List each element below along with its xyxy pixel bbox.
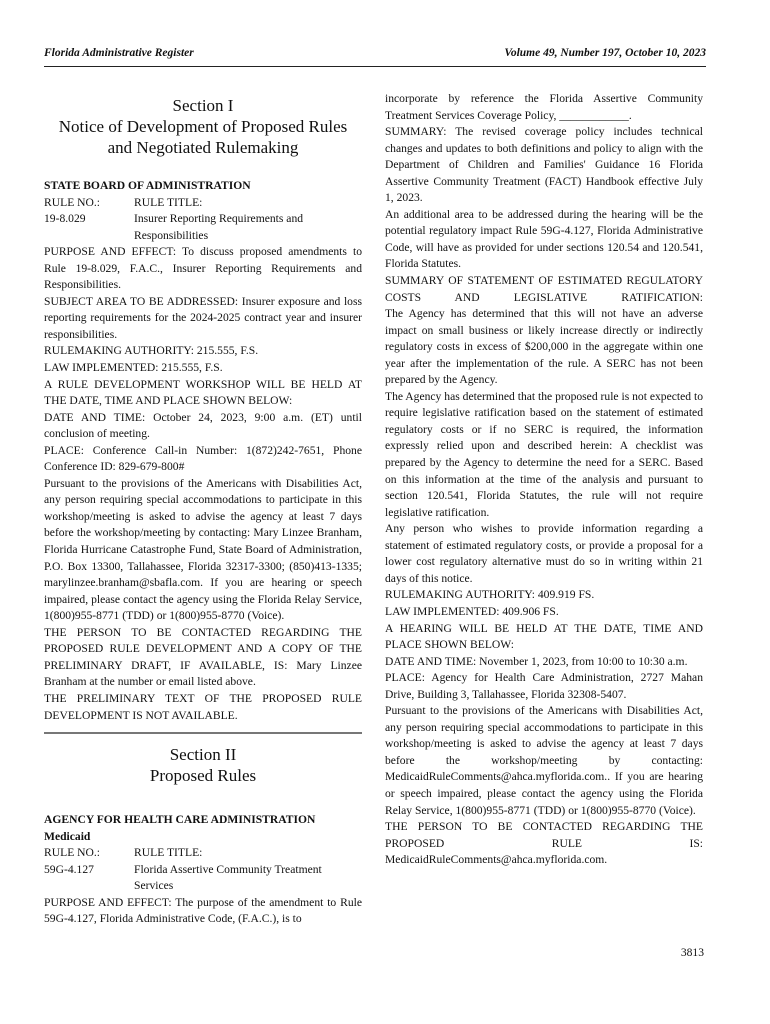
rule-info <box>44 845 362 895</box>
agency-name: STATE BOARD OF ADMINISTRATION <box>44 179 251 192</box>
section-1-title-line: Notice of Development of Proposed Rules <box>58 117 348 136</box>
rule-no-label: RULE NO.: <box>44 846 101 860</box>
incorporate-by-reference: incorporate by reference the Florida Assertive Community Treatment Services Coverage Policy, ____________. <box>385 92 703 122</box>
left-column <box>44 91 362 928</box>
contact-person: THE PERSON TO BE CONTACTED REGARDING THE PROPOSED RULE IS: MedicaidRuleComments@ahca.myflorida.com. <box>385 820 703 867</box>
subject-area: SUBJECT AREA TO BE ADDRESSED: Insurer exposure and loss reporting requirements for the 2024-2025 contract year and insurer responsibilities. <box>44 294 362 341</box>
serc-heading: SUMMARY OF STATEMENT OF ESTIMATED REGULATORY COSTS AND LEGISLATIVE RATIFICATION: <box>385 274 703 304</box>
page-number: 3813 <box>680 946 704 959</box>
division-name: Medicaid <box>44 829 91 843</box>
preliminary-text-notice: THE PRELIMINARY TEXT OF THE PROPOSED RULE DEVELOPMENT IS NOT AVAILABLE. <box>44 691 362 722</box>
section-2-number: Section II <box>169 745 237 765</box>
rulemaking-authority: RULEMAKING AUTHORITY: 409.919 FS. <box>385 588 595 602</box>
rule-title-label: RULE TITLE: <box>134 195 203 209</box>
rule-title-label: RULE TITLE: <box>134 846 203 860</box>
section-2-title: Proposed Rules <box>149 766 257 786</box>
rule-title: Insurer Reporting Requirements and Responsibilities <box>134 212 304 242</box>
purpose-and-effect: PURPOSE AND EFFECT: The purpose of the amendment to Rule 59G-4.127, Florida Administrative Code, (F.A.C.), is to <box>44 895 362 926</box>
workshop-notice: A RULE DEVELOPMENT WORKSHOP WILL BE HELD AT THE DATE, TIME AND PLACE SHOWN BELOW: <box>44 377 362 408</box>
ada-notice: Pursuant to the provisions of the Americans with Disabilities Act, any person requiring special accommodations to participate in this workshop/meeting is asked to advise the agency at least 7 days before the workshop/meeting by contacting: MedicaidRuleComments@ahca.myflorida.com.. If you are hearing or speech impaired, please contact the agency using the Florida Relay Service, 1(800)955-8771 (TDD) or 1(800)955-8770 (Voice). <box>385 704 703 817</box>
law-implemented: LAW IMPLEMENTED: 215.555, F.S. <box>44 361 223 375</box>
section-1-number: Section I <box>172 96 234 115</box>
purpose-and-effect: PURPOSE AND EFFECT: To discuss proposed amendments to Rule 19-8.029, F.A.C., Insurer Reporting Requirements and Responsibilities. <box>44 245 362 292</box>
section-1-title-line: and Negotiated Rulemaking <box>107 138 299 157</box>
law-implemented: LAW IMPLEMENTED: 409.906 FS. <box>385 604 559 618</box>
agency-name: AGENCY FOR HEALTH CARE ADMINISTRATION <box>44 813 316 827</box>
contact-person: THE PERSON TO BE CONTACTED REGARDING THE PROPOSED RULE DEVELOPMENT AND A COPY OF THE PRELIMINARY DRAFT, IF AVAILABLE, IS: Mary Linzee Branham at the number or email listed above. <box>44 625 362 689</box>
volume-issue-date: Volume 49, Number 197, October 10, 2023 <box>504 47 706 59</box>
rule-number: 19-8.029 <box>44 212 86 226</box>
section-2-heading <box>44 744 362 786</box>
public-input-notice: Any person who wishes to provide information regarding a statement of estimated regulatory costs, or provide a proposal for a lower cost regulatory alternative must do so in writing within 21 days of this notice. <box>385 522 703 585</box>
date-and-time: DATE AND TIME: October 24, 2023, 9:00 a.m. (ET) until conclusion of meeting. <box>44 410 362 441</box>
rule-no-label: RULE NO.: <box>44 195 101 209</box>
rule-info <box>44 195 362 245</box>
publication-name: Florida Administrative Register <box>44 47 194 59</box>
place: PLACE: Agency for Health Care Administration, 2727 Mahan Drive, Building 3, Tallahassee, Florida 32308-5407. <box>385 671 703 701</box>
hearing-notice: A HEARING WILL BE HELD AT THE DATE, TIME AND PLACE SHOWN BELOW: <box>385 621 703 652</box>
rule-title: Florida Assertive Community Treatment Services <box>134 862 322 893</box>
date-and-time: DATE AND TIME: November 1, 2023, from 10:00 to 10:30 a.m. <box>385 654 688 668</box>
rulemaking-authority: RULEMAKING AUTHORITY: 215.555, F.S. <box>44 344 259 358</box>
ada-notice: Pursuant to the provisions of the Americans with Disabilities Act, any person requiring special accommodations to participate in this workshop/meeting is asked to advise the agency at least 7 days before the workshop/meeting by contacting: Mary Linzee Branham, Florida Hurricane Catastrophe Fund, State Board of Administration, P.O. Box 13300, Tallahassee, Florida 32317-3300; (850)413-1335; marylinzee.branham@sbafla.com. If you are hearing or speech impaired, please contact the agency using the Florida Relay Service, 1(800)955-8771 (TDD) or 1(800)955-8770 (Voice). <box>44 476 362 623</box>
additional-area: An additional area to be addressed during the hearing will be the potential regulatory impact Rule 59G-4.127, Florida Administrative Code, will have as provided for under sections 120.54 and 120.541, Florida Statutes. <box>385 207 703 271</box>
page-header <box>44 44 706 67</box>
section-1-heading <box>44 95 362 158</box>
serc-paragraph: The Agency has determined that this will not have an adverse impact on small business or likely increase directly or indirectly regulatory costs in excess of $200,000 in the aggregate within one year after the implementation of the rule. A SERC has not been prepared by the Agency. <box>385 307 703 387</box>
serc-paragraph: The Agency has determined that the proposed rule is not expected to require legislative ratification based on the statement of estimated regulatory costs or if no SERC is required, the information expressly relied upon and described herein: A checklist was prepared by the Agency to determine the need for a SERC. Based on this information at the time of the analysis and pursuant to section 120.541, Florida Statutes, the rule will not require legislative ratification. <box>385 389 703 519</box>
rule-number: 59G-4.127 <box>44 862 94 876</box>
right-column <box>385 91 703 869</box>
place: PLACE: Conference Call-in Number: 1(872)242-7651, Phone Conference ID: 829-679-800# <box>44 443 362 474</box>
summary: SUMMARY: The revised coverage policy includes technical changes and updates to both definitions and policy to align with the Department of Children and Families' Guidance 16 Florida Assertive Community Treatment (FACT) Handbook effective July 1, 2023. <box>385 125 703 205</box>
